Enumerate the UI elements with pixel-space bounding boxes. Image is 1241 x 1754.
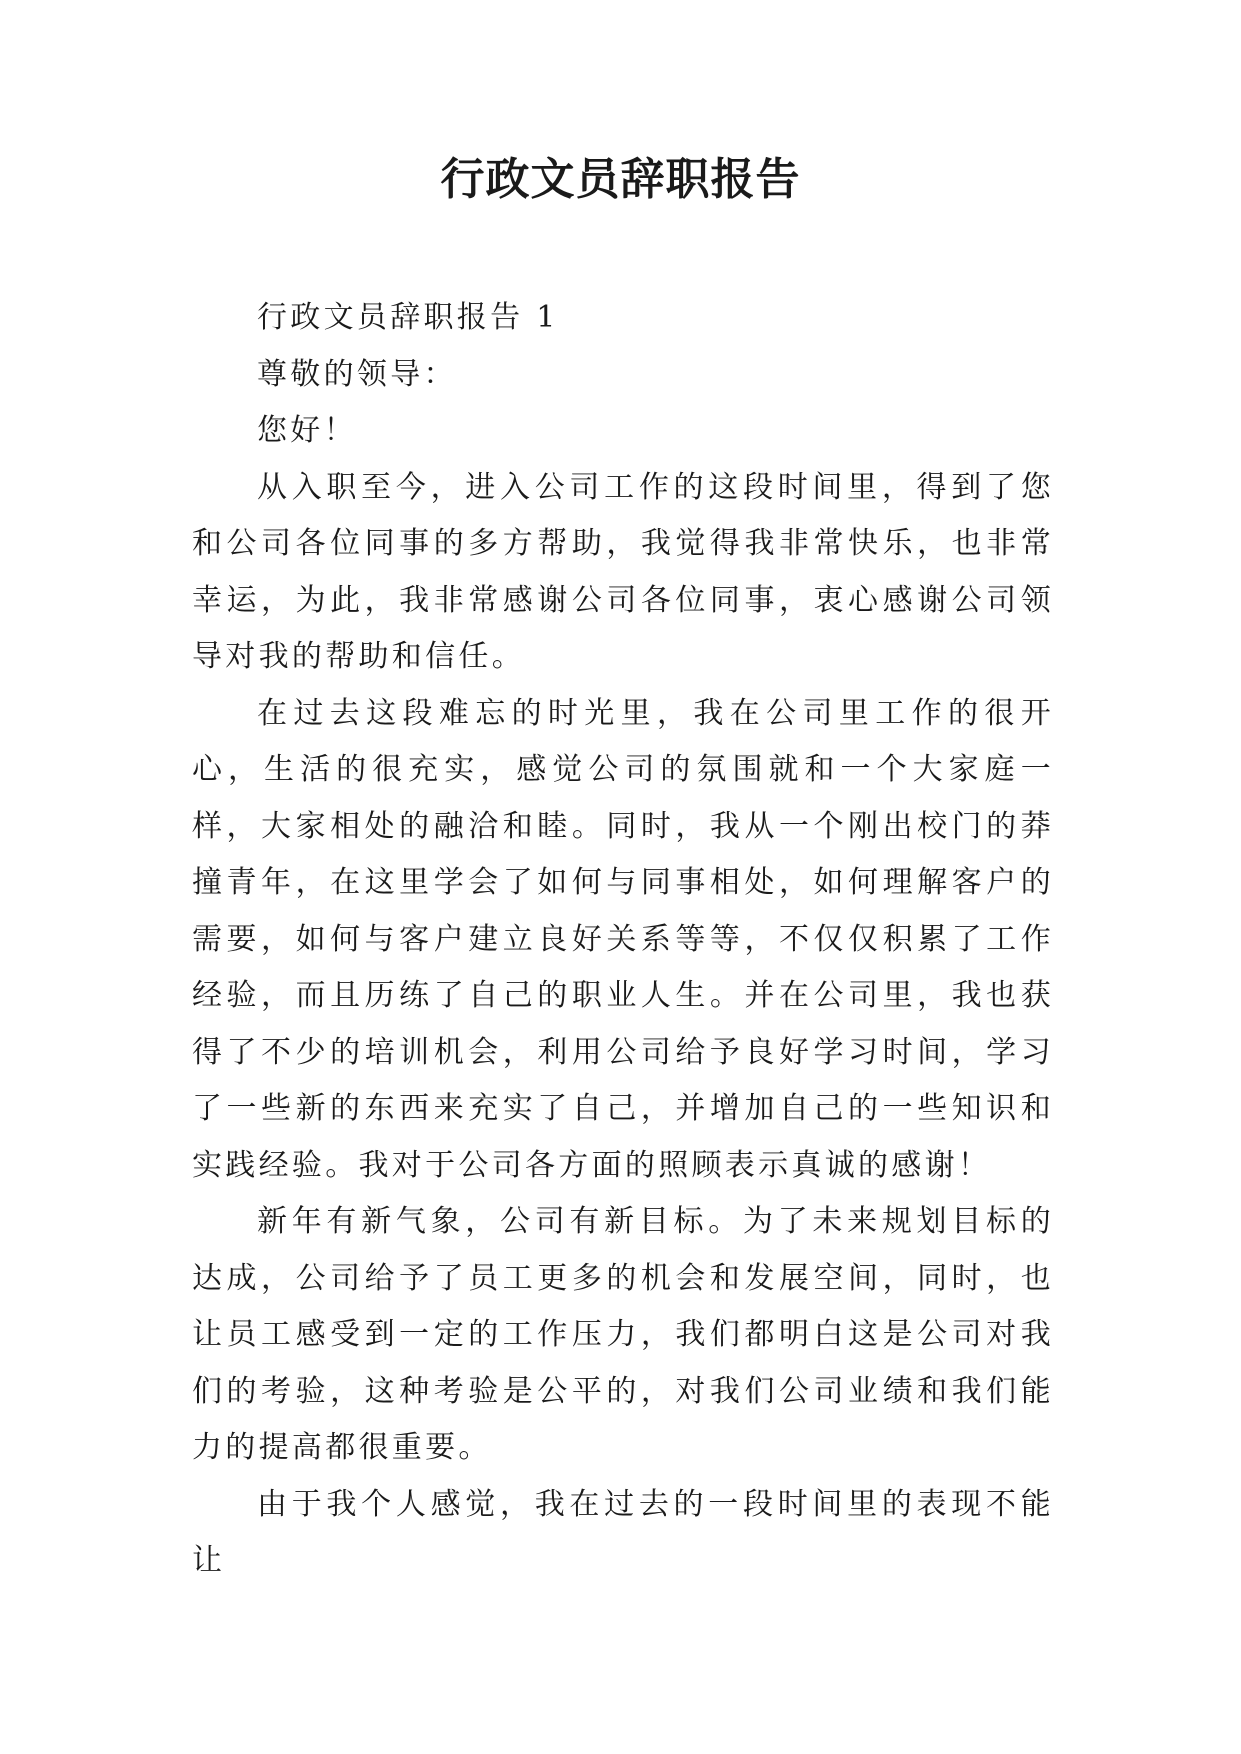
body-paragraph: 新年有新气象，公司有新目标。为了未来规划目标的达成，公司给予了员工更多的机会和发展空间，同时，也让员工感受到一定的工作压力，我们都明白这是公司对我们的考验，这种考验是公平的，对我们公司业绩和我们能力的提高都很重要。 [192,1204,1054,1465]
body-paragraph: 由于我个人感觉，我在过去的一段时间里的表现不能让 [192,1486,1054,1578]
report-subtitle: 行政文员辞职报告 1 [257,300,559,335]
document-body [192,290,1054,1590]
salutation: 尊敬的领导： [257,356,457,392]
document-title: 行政文员辞职报告 [440,154,801,205]
body-paragraph: 从入职至今，进入公司工作的这段时间里，得到了您和公司各位同事的多方帮助，我觉得我非常快乐，也非常幸运，为此，我非常感谢公司各位同事，衷心感谢公司领导对我的帮助和信任。 [192,469,1054,674]
body-paragraph: 在过去这段难忘的时光里，我在公司里工作的很开心，生活的很充实，感觉公司的氛围就和一个大家庭一样，大家相处的融洽和睦。同时，我从一个刚出校门的莽撞青年，在这里学会了如何与同事相处，如何理解客户的需要，如何与客户建立良好关系等等，不仅仅积累了工作经验，而且历练了自己的职业人生。并在公司里，我也获得了不少的培训机会，利用公司给予良好学习时间，学习了一些新的东西来充实了自己，并增加自己的一些知识和实践经验。我对于公司各方面的照顾表示真诚的感谢！ [192,695,1054,1183]
greeting: 您好！ [257,413,357,448]
